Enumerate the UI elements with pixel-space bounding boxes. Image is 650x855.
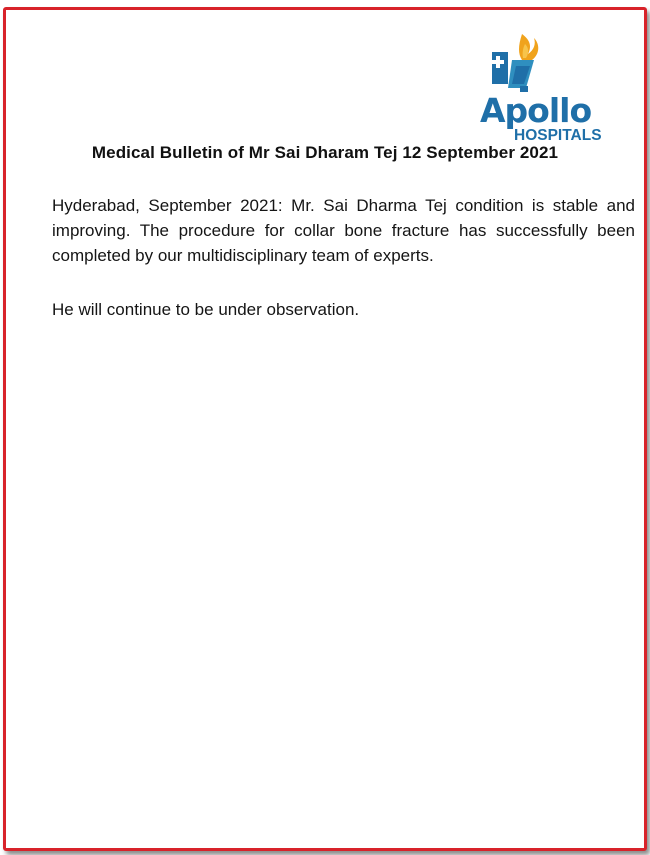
logo-sub-text: HOSPITALS — [514, 127, 602, 144]
apollo-hospitals-logo — [478, 26, 628, 144]
bulletin-paragraph-1: Hyderabad, September 2021: Mr. Sai Dharma Tej condition is stable and improving. The procedure for collar bone fracture has successfully been completed by our multidisciplinary team of experts. — [52, 196, 635, 265]
torch-icon — [492, 34, 538, 92]
bulletin-title: Medical Bulletin of Mr Sai Dharam Tej 12 September 2021 — [91, 143, 559, 162]
bulletin-page — [3, 7, 647, 851]
bulletin-paragraph-2: He will continue to be under observation. — [52, 300, 360, 319]
logo-brand-text: Apollo — [480, 91, 592, 130]
